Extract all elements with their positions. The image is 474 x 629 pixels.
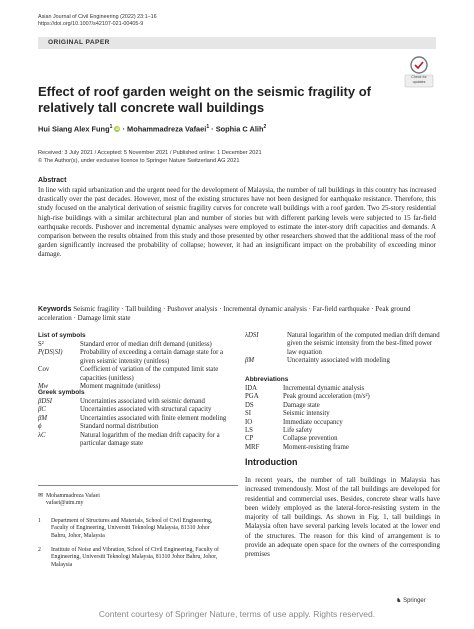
greek-symbols-heading: Greek symbols <box>38 389 85 396</box>
abstract-text: In line with rapid urbanization and the urgent need for the development of Malaysia, the number of tall buildings in this country has increased drastically over the past decades. However, most of the existing structures have not been designed for earthquake resistance. Therefore, this study focused on the analytical derivation of seismic fragility curves for concrete wall buildings with a roof garden. Two 25-story residential high-rise buildings with a similar architectural plan and number of stories but with different parking levels were subjected to 15 far-field earthquake records. Pushover and incremental dynamic analyses were employed to estimate the inter-story drift capacities and demands. A comparison between the results obtained from this study and those presented by other researchers showed that the additional mass of the roof garden significantly increased the probability of collapse; however, it had an insignificant impact on the probability of exceeding minor damage. <box>38 186 436 259</box>
author-affil-sup: 2 <box>263 124 267 130</box>
abbreviation-key: CP <box>245 435 254 443</box>
symbol-row <box>38 406 238 414</box>
right-symbols-list <box>245 332 440 366</box>
symbol-row <box>38 423 238 431</box>
abbreviation-row <box>245 444 440 452</box>
symbol-def: Coefficient of variation of the computed limit state capacities (unitless) <box>80 366 219 382</box>
symbol-key: ϕ <box>38 423 42 431</box>
symbol-row <box>38 349 238 366</box>
abbreviation-def: Life safety <box>283 427 313 435</box>
author-separator: · <box>122 124 125 134</box>
symbol-def: Uncertainty associated with modeling <box>287 357 390 365</box>
abbreviation-key: PGA <box>245 393 259 401</box>
symbol-key: βM <box>38 414 48 422</box>
author-affil-sup: 1 <box>206 124 210 130</box>
abstract-heading: Abstract <box>38 177 67 184</box>
author-affil-sup: 1 <box>109 124 113 130</box>
abbreviation-key: MRF <box>245 443 260 451</box>
publication-history <box>38 150 262 165</box>
greek-symbols-list <box>38 398 238 448</box>
symbol-def: Standard error of median drift demand (unitless) <box>80 341 212 348</box>
abbreviation-def: Seismic intensity <box>283 410 330 418</box>
keywords-text: Seismic fragility · Tall building · Pushover analysis · Incremental dynamic analysis · Far-field earthquake · Peak ground acceleration · Damage limit state <box>38 305 411 323</box>
affiliation <box>38 547 221 569</box>
abbreviation-def: Immediate occupancy <box>283 418 343 426</box>
symbol-key: Mw <box>38 383 49 391</box>
symbols-heading: List of symbols <box>38 332 86 339</box>
abbreviation-row <box>245 427 440 435</box>
symbol-def: Uncertainties associated with seismic demand <box>80 398 205 405</box>
abbreviations-heading: Abbreviations <box>245 376 289 383</box>
symbol-def: Uncertainties associated with structural capacity <box>80 406 212 414</box>
check-for-updates-badge[interactable] <box>401 54 437 88</box>
springer-horse-icon: ♞ <box>396 598 402 604</box>
symbol-key: λC <box>38 431 46 439</box>
article-title: Effect of roof garden weight on the seismic fragility of relatively tall concrete wall buildings <box>38 84 371 115</box>
symbol-row <box>38 341 238 349</box>
envelope-icon: ✉ <box>38 493 43 499</box>
abbreviation-row <box>245 410 440 418</box>
author-separator: · <box>211 124 214 134</box>
symbol-def: Natural logarithm of the computed median drift demand given the seismic intensity from the best-fitted power law equation <box>287 332 440 356</box>
badge-line1: Check for <box>411 75 427 79</box>
abbreviation-key: SI <box>245 410 252 418</box>
symbol-key: λDSI <box>245 332 259 339</box>
abbreviation-row <box>245 419 440 427</box>
abbreviation-row <box>245 402 440 410</box>
affiliation-number: 1 <box>38 518 41 524</box>
author-list <box>38 124 266 133</box>
badge-line2: updates <box>412 80 426 84</box>
doi-link[interactable]: https://doi.org/10.1007/s42107-021-00405-9 <box>38 21 144 27</box>
abbreviations-list <box>245 385 440 452</box>
orcid-icon[interactable]: iD <box>115 126 120 132</box>
footnote-divider <box>38 485 238 486</box>
symbol-key: P(DS|SI) <box>38 349 63 357</box>
symbol-def: Natural logarithm of the median drift capacity for a particular damage state <box>80 431 220 448</box>
author-name[interactable]: Sophia C Alih <box>215 124 264 134</box>
symbol-row <box>38 398 238 406</box>
courtesy-notice: Content courtesy of Springer Nature, terms of use apply. Rights reserved. <box>98 609 376 619</box>
symbol-key: βDSI <box>38 398 52 405</box>
journal-line: Asian Journal of Civil Engineering (2022) 23:1–16 <box>38 14 157 20</box>
corresponding-email[interactable]: vafaei@utm.my <box>46 500 84 507</box>
abbreviation-def: Collapse prevention <box>283 435 338 443</box>
affiliation <box>38 518 221 540</box>
symbol-key: Cov <box>38 366 50 374</box>
abbreviation-key: DS <box>245 401 254 409</box>
introduction-text: In recent years, the number of tall buildings in Malaysia has increased tremendously. Most of the tall buildings are developed for residential and commercial uses. Besides, concrete shear walls have been widely employed as the lateral-force-resisting system in the majority of tall buildings. As shown in Fig. 1, tall buildings in Malaysia often have several parking levels located at the lower end of the structures. The reason for this kind of arrangement is to provide an adequate open space for the owners of the corresponding premises <box>245 476 440 559</box>
symbol-row <box>38 415 238 423</box>
abbreviation-def: Peak ground acceleration (m/s²) <box>283 393 370 401</box>
abbreviation-def: Incremental dynamic analysis <box>283 385 365 392</box>
abbreviation-row <box>245 385 440 393</box>
dates-line: Received: 3 July 2021 / Accepted: 5 November 2021 / Published online: 1 December 2021 <box>38 150 262 156</box>
abbreviation-key: LS <box>245 427 253 435</box>
keywords-label: Keywords <box>38 306 72 313</box>
journal-citation <box>38 14 157 28</box>
symbol-row <box>245 332 440 357</box>
symbol-def: Uncertainties associated with finite element modeling <box>80 414 227 422</box>
symbol-def: Moment magnitude (unitless) <box>80 383 161 391</box>
abbreviation-key: IDA <box>245 385 258 392</box>
abbreviation-row <box>245 393 440 401</box>
symbol-row <box>245 357 440 365</box>
copyright-line: © The Author(s), under exclusive licence to Springer Nature Switzerland AG 2021 <box>38 157 240 164</box>
abbreviation-key: IO <box>245 418 253 426</box>
symbols-list <box>38 341 238 391</box>
publisher-logo <box>396 597 426 604</box>
affiliation-text: Institute of Noise and Vibration, School of Civil Engineering, Faculty of Engineering, Universiti Teknologi Malaysia, 81310 Johor Bahru, Johor, Malaysia <box>51 547 219 568</box>
symbol-key: βM <box>245 357 255 365</box>
symbol-row <box>38 432 238 449</box>
author-name[interactable]: Hui Siang Alex Fung <box>38 124 110 134</box>
affiliation-text: Department of Structures and Materials, School of Civil Engineering, Faculty of Engineering, Universiti Teknologi Malaysia, 81310 Johor Bahru, Johor, Malaysia <box>51 518 213 539</box>
correspondence <box>38 493 100 508</box>
keywords <box>38 305 436 323</box>
publisher-name: Springer <box>403 598 426 604</box>
author-name[interactable]: Mohammadreza Vafaei <box>127 124 207 134</box>
abbreviation-row <box>245 435 440 443</box>
symbol-def: Standard normal distribution <box>80 423 159 431</box>
introduction-heading: Introduction <box>245 457 298 467</box>
abbreviation-def: Damage state <box>283 401 320 409</box>
abbreviation-def: Moment-resisting frame <box>283 443 349 451</box>
symbol-key: βC <box>38 406 46 414</box>
corresponding-author: Mohammadreza Vafaei <box>46 493 100 499</box>
symbol-key: S² <box>38 341 44 348</box>
symbol-row <box>38 366 238 383</box>
paper-type-label: ORIGINAL PAPER <box>48 39 110 46</box>
symbol-def: Probability of exceeding a certain damage state for a given seismic intensity (unitless) <box>80 349 224 365</box>
affiliation-number: 2 <box>38 547 41 553</box>
